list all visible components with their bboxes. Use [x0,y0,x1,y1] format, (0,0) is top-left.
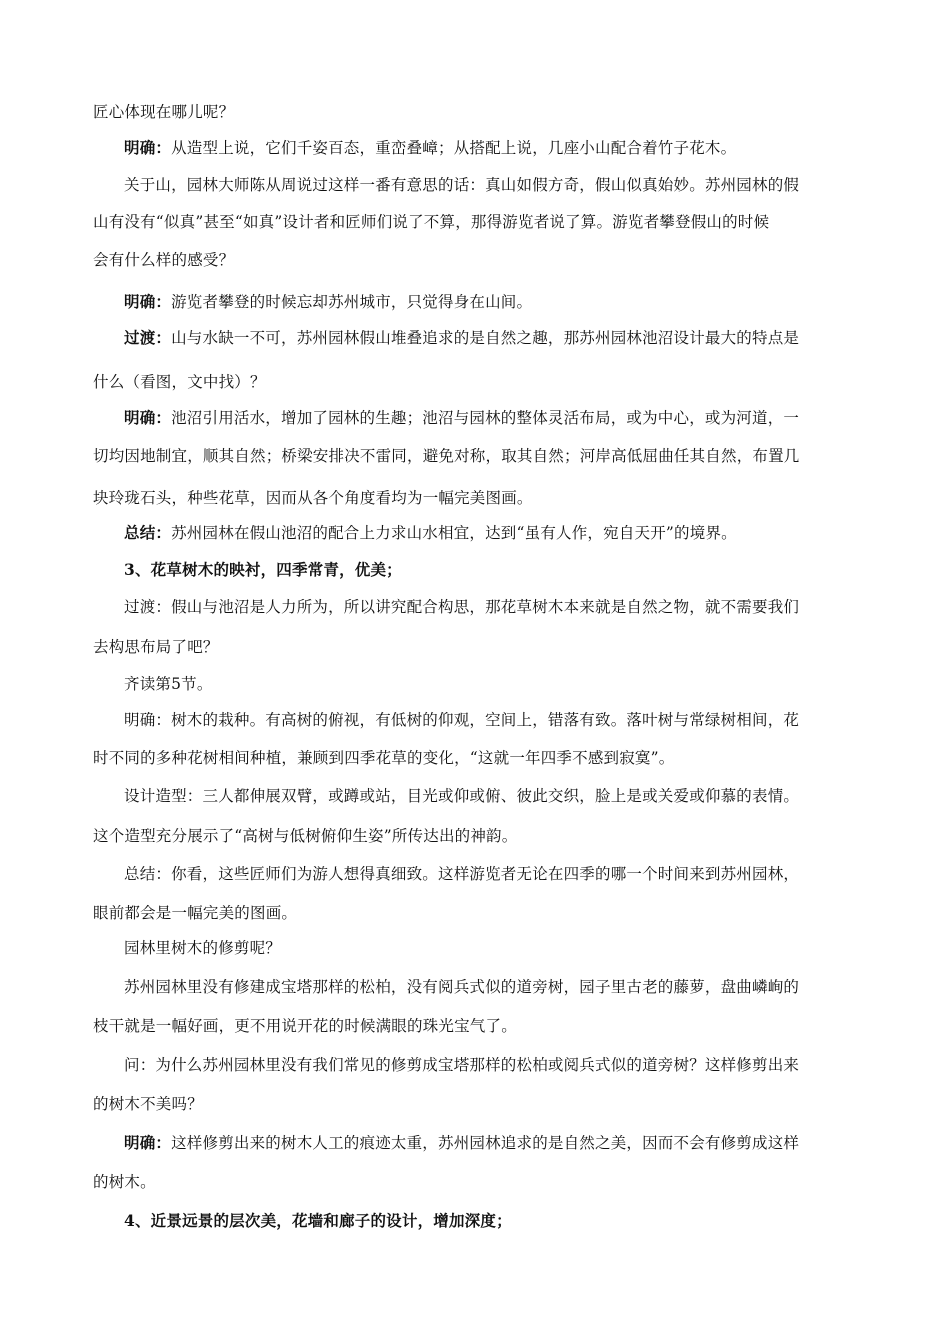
text-line: 时不同的多种花树相间种植，兼顾到四季花草的变化，“这就一年四季不感到寂寞”。 [93,749,675,767]
text-line: 关于山，园林大师陈从周说过这样一番有意思的话：真山如假方奇，假山似真始妙。苏州园林的假 [124,176,800,194]
text-line: 匠心体现在哪儿呢？ [93,103,235,121]
text-line: 会有什么样的感受？ [93,251,235,269]
text-line: 总结：你看，这些匠师们为游人想得真细致。这样游览者无论在四季的哪一个时间来到苏州园林， [124,865,800,883]
line-label: 总结： [124,523,172,542]
text-line: 块玲珑石头，种些花草，因而从各个角度看均为一幅完美图画。 [93,489,533,507]
text-line: 的树木。 [93,1173,156,1191]
text-line: 明确：从造型上说，它们千姿百态，重峦叠嶂；从搭配上说，几座小山配合着竹子花木。 [124,138,737,157]
section-heading: 3、花草树木的映衬，四季常青，优美； [124,560,402,579]
text-line: 明确：游览者攀登的时候忘却苏州城市，只觉得身在山间。 [124,292,533,311]
text-line: 眼前都会是一幅完美的图画。 [93,904,298,922]
text-line: 的树木不美吗？ [93,1095,203,1113]
text-line: 苏州园林里没有修建成宝塔那样的松柏，没有阅兵式似的道旁树，园子里古老的藤萝，盘曲嶙峋的 [124,978,800,996]
text-line: 设计造型：三人都伸展双臂，或蹲或站，目光或仰或俯、彼此交织，脸上是或关爱或仰慕的表情。 [124,787,800,805]
line-label: 过渡： [124,328,172,347]
line-label: 明确： [124,408,172,427]
line-label: 明确： [124,138,172,157]
text-line: 山有没有“似真”甚至“如真”设计者和匠师们说了不算，那得游览者说了算。游览者攀登假山的时候 [93,213,770,231]
text-line: 园林里树木的修剪呢？ [124,939,282,957]
text-line: 问：为什么苏州园林里没有我们常见的修剪成宝塔那样的松柏或阅兵式似的道旁树？这样修剪出来 [124,1056,800,1074]
text-line: 明确：这样修剪出来的树木人工的痕迹太重，苏州园林追求的是自然之美，因而不会有修剪成这样 [124,1133,800,1152]
text-line: 过渡：假山与池沼是人力所为，所以讲究配合构思，那花草树木本来就是自然之物，就不需要我们 [124,598,800,616]
text-line: 这个造型充分展示了“高树与低树俯仰生姿”所传达出的神韵。 [93,827,518,845]
section-heading: 4、近景远景的层次美，花墙和廊子的设计，增加深度； [124,1211,512,1230]
text-line: 明确：池沼引用活水，增加了园林的生趣；池沼与园林的整体灵活布局，或为中心，或为河道，一 [124,408,800,427]
text-line: 齐读第5节。 [124,675,213,693]
text-line: 什么（看图，文中找）？ [93,373,266,391]
line-label: 明确： [124,292,172,311]
line-label: 明确： [124,1133,172,1152]
text-line: 明确：树木的栽种。有高树的俯视，有低树的仰观，空间上，错落有致。落叶树与常绿树相间，花 [124,711,800,729]
text-line: 总结：苏州园林在假山池沼的配合上力求山水相宜，达到“虽有人作，宛自天开”的境界。 [124,523,737,542]
text-line: 枝干就是一幅好画，更不用说开花的时候满眼的珠光宝气了。 [93,1017,517,1035]
text-line: 过渡：山与水缺一不可，苏州园林假山堆叠追求的是自然之趣，那苏州园林池沼设计最大的特点是 [124,328,800,347]
text-line: 切均因地制宜，顺其自然；桥梁安排决不雷同，避免对称，取其自然；河岸高低屈曲任其自然，布置几 [93,447,800,465]
text-line: 去构思布局了吧？ [93,638,219,656]
